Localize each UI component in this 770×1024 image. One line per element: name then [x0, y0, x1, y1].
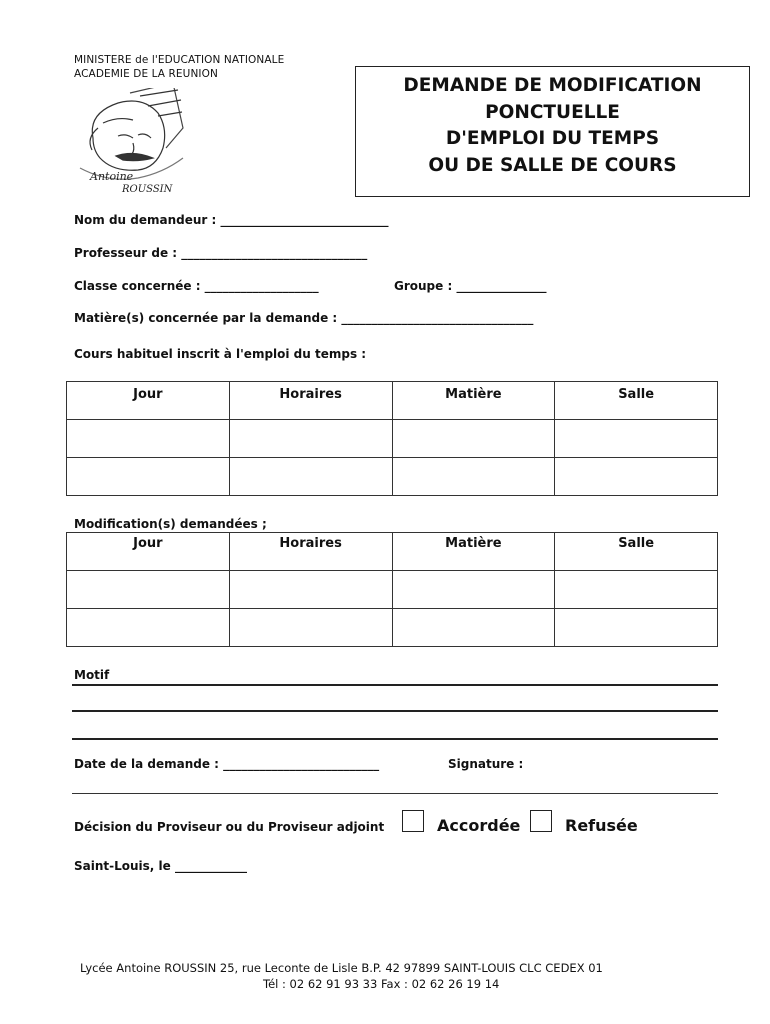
col-horaires: Horaires — [229, 382, 392, 420]
table-cell[interactable] — [67, 458, 230, 496]
table-cell[interactable] — [392, 571, 555, 609]
title-line-3: D'EMPLOI DU TEMPS — [445, 128, 660, 149]
subject-field[interactable]: Matière(s) concernée par la demande : ________________________________ — [74, 311, 534, 325]
table-row — [67, 609, 718, 647]
table-header-row — [67, 533, 718, 571]
col-jour: Jour — [67, 382, 230, 420]
table-cell[interactable] — [555, 458, 718, 496]
saint-louis-date-field[interactable]: Saint-Louis, le ____________ — [74, 859, 247, 873]
footer-address: Lycée Antoine ROUSSIN 25, rue Leconte de Lisle B.P. 42 97899 SAINT-LOUIS CLC CEDEX 01 — [80, 961, 603, 975]
logo-text-1: Antoine — [90, 170, 134, 183]
motif-line[interactable] — [72, 684, 718, 686]
signature-label: Signature : — [448, 757, 524, 771]
table-row — [67, 571, 718, 609]
table-cell[interactable] — [555, 420, 718, 458]
portrait-sketch-icon — [78, 88, 198, 198]
refused-checkbox[interactable] — [530, 810, 552, 832]
class-field[interactable]: Classe concernée : ___________________ — [74, 279, 319, 293]
group-field[interactable]: Groupe : _______________ — [394, 279, 547, 293]
col-salle: Salle — [555, 382, 718, 420]
title-line-4: OU DE SALLE DE COURS — [428, 154, 677, 176]
request-date-field[interactable]: Date de la demande : __________________________ — [74, 757, 380, 771]
logo-text-2: ROUSSIN — [122, 184, 173, 195]
table-cell[interactable] — [555, 571, 718, 609]
decision-label: Décision du Proviseur ou du Proviseur adjoint — [74, 820, 385, 834]
accorded-label: Accordée — [437, 816, 521, 835]
table-header-row — [67, 382, 718, 420]
usual-course-label: Cours habituel inscrit à l'emploi du temps : — [74, 347, 367, 361]
col-matiere: Matière — [392, 533, 555, 571]
title-line-1: DEMANDE DE MODIFICATION — [403, 75, 702, 96]
modifications-label: Modification(s) demandées ; — [74, 517, 267, 531]
table-cell[interactable] — [67, 571, 230, 609]
col-horaires: Horaires — [229, 533, 392, 571]
academy-name: ACADEMIE DE LA REUNION — [74, 68, 218, 80]
table-cell[interactable] — [392, 609, 555, 647]
table-cell[interactable] — [229, 609, 392, 647]
teacher-of-field[interactable]: Professeur de : _______________________________ — [74, 246, 368, 260]
modifications-table — [66, 532, 718, 647]
table-cell[interactable] — [67, 420, 230, 458]
table-cell[interactable] — [229, 571, 392, 609]
signature-line[interactable] — [72, 793, 718, 794]
ministry-name: MINISTERE de l'EDUCATION NATIONALE — [74, 54, 285, 66]
table-cell[interactable] — [229, 458, 392, 496]
col-jour: Jour — [67, 533, 230, 571]
table-cell[interactable] — [392, 458, 555, 496]
table-row — [67, 420, 718, 458]
footer-contact: Tél : 02 62 91 93 33 Fax : 02 62 26 19 14 — [263, 977, 500, 991]
form-title-box — [355, 66, 750, 197]
title-line-2: PONCTUELLE — [485, 101, 620, 123]
ministry-header — [74, 53, 284, 81]
motif-line[interactable] — [72, 710, 718, 712]
usual-course-table — [66, 381, 718, 496]
motif-label: Motif — [74, 668, 110, 682]
table-cell[interactable] — [67, 609, 230, 647]
accorded-checkbox[interactable] — [402, 810, 424, 832]
col-salle: Salle — [555, 533, 718, 571]
requester-name-field[interactable]: Nom du demandeur : ____________________________ — [74, 213, 389, 227]
table-cell[interactable] — [229, 420, 392, 458]
col-matiere: Matière — [392, 382, 555, 420]
motif-line[interactable] — [72, 738, 718, 740]
table-row — [67, 458, 718, 496]
table-cell[interactable] — [555, 609, 718, 647]
school-logo — [78, 88, 198, 198]
refused-label: Refusée — [565, 816, 638, 835]
table-cell[interactable] — [392, 420, 555, 458]
